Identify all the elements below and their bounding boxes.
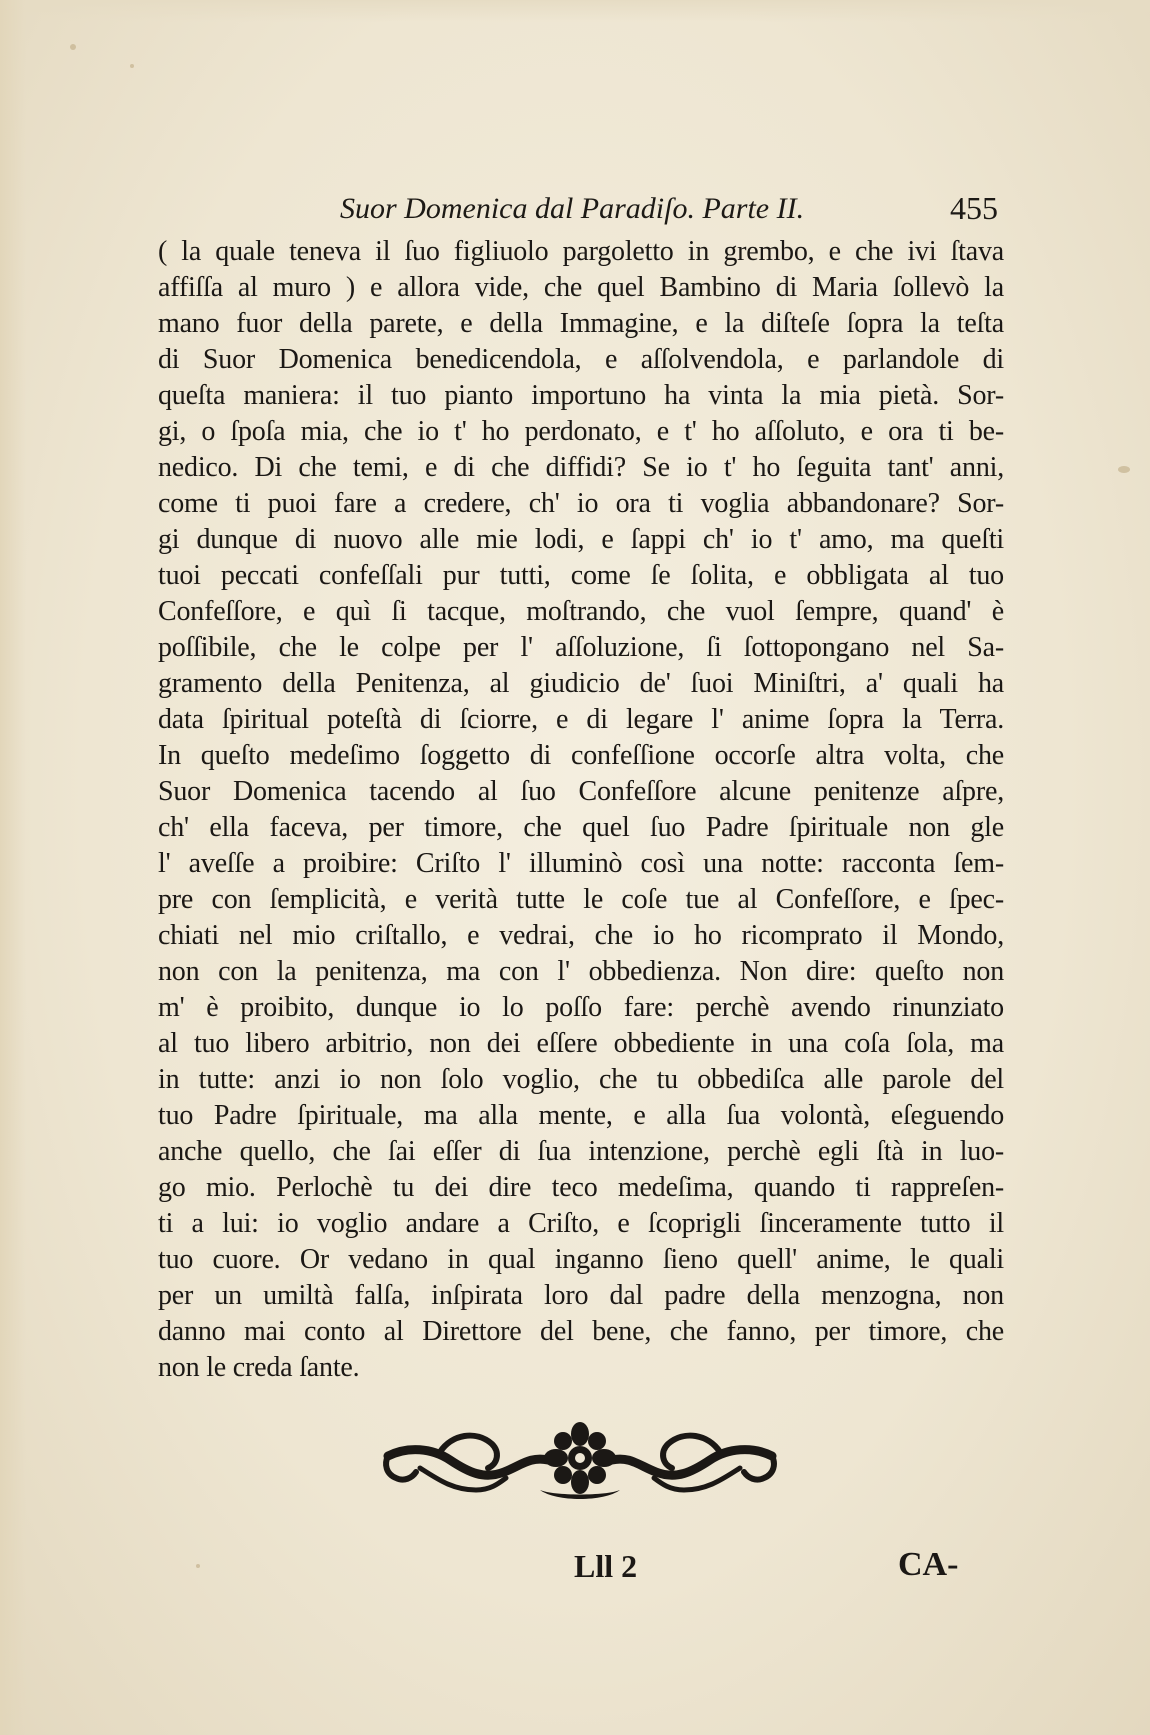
- text-line: in tutte: anzi io non ſolo voglio, che tu obbediſca alle parole del: [158, 1064, 1004, 1095]
- text-line: al tuo libero arbitrio, non dei eſſere obbediente in una coſa ſola, ma: [158, 1028, 1004, 1059]
- text-line: gramento della Penitenza, al giudicio de' ſuoi Miniſtri, a' quali ha: [158, 668, 1004, 699]
- catchword: CA-: [898, 1546, 959, 1583]
- text-line: gi dunque di nuovo alle mie lodi, e ſappi ch' io t' amo, ma queſti: [158, 524, 1004, 555]
- floral-ribbon-ornament-icon: [380, 1420, 780, 1510]
- text-line: mano fuor della parete, e della Immagine, e la diſteſe ſopra la teſta: [158, 308, 1004, 339]
- text-line: Confeſſore, e quì ſi tacque, moſtrando, che vuol ſempre, quand' è: [158, 596, 1004, 627]
- text-line: di Suor Domenica benedicendola, e aſſolvendola, e parlandole di: [158, 344, 1004, 375]
- text-line: ( la quale teneva il ſuo figliuolo pargoletto in grembo, e che ivi ſtava: [158, 236, 1004, 267]
- paper-speck: [1118, 466, 1130, 473]
- text-line: poſſibile, che le colpe per l' aſſoluzione, ſi ſottopongano nel Sa-: [158, 632, 1004, 663]
- text-line: ch' ella faceva, per timore, che quel ſuo Padre ſpirituale non gle: [158, 812, 1004, 843]
- text-line: come ti puoi fare a credere, ch' io ora ti voglia abbandonare? Sor-: [158, 488, 1004, 519]
- running-title: Suor Domenica dal Paradiſo. Parte II.: [340, 192, 805, 225]
- text-line: tuo cuore. Or vedano in qual inganno ſieno quell' anime, le quali: [158, 1244, 1004, 1275]
- text-line: tuo Padre ſpirituale, ma alla mente, e alla ſua volontà, eſeguendo: [158, 1100, 1004, 1131]
- ornament-svg: [380, 1420, 780, 1510]
- text-line: danno mai conto al Direttore del bene, che fanno, per timore, che: [158, 1316, 1004, 1347]
- text-line: queſta maniera: il tuo pianto importuno ha vinta la mia pietà. Sor-: [158, 380, 1004, 411]
- paper-speck: [196, 1564, 200, 1568]
- paper-edge-left: [0, 0, 26, 1735]
- text-line: In queſto medeſimo ſoggetto di confeſſione occorſe altra volta, che: [158, 740, 1004, 771]
- text-line: pre con ſemplicità, e verità tutte le coſe tue al Confeſſore, e ſpec-: [158, 884, 1004, 915]
- text-line: m' è proibito, dunque io lo poſſo fare: perchè avendo rinunziato: [158, 992, 1004, 1023]
- text-line: go mio. Perlochè tu dei dire teco medeſima, quando ti rappreſen-: [158, 1172, 1004, 1203]
- paper-speck: [70, 44, 76, 50]
- text-line: nedico. Di che temi, e di che diffidi? Se io t' ho ſeguita tant' anni,: [158, 452, 1004, 483]
- text-line: ti a lui: io voglio andare a Criſto, e ſcoprigli ſinceramente tutto il: [158, 1208, 1004, 1239]
- paper-speck: [130, 64, 134, 68]
- body-text: [158, 234, 1004, 1386]
- page-number: 455: [950, 190, 998, 226]
- text-line: chiati nel mio criſtallo, e vedrai, che io ho ricomprato il Mondo,: [158, 920, 1004, 951]
- text-line: per un umiltà falſa, inſpirata loro dal padre della menzogna, non: [158, 1280, 1004, 1311]
- text-line: gi, o ſpoſa mia, che io t' ho perdonato, e t' ho aſſoluto, e ora ti be-: [158, 416, 1004, 447]
- text-line: non con la penitenza, ma con l' obbedienza. Non dire: queſto non: [158, 956, 1004, 987]
- text-line: l' aveſſe a proibire: Criſto l' illuminò così una notte: racconta ſem-: [158, 848, 1004, 879]
- text-line: non le creda ſante.: [158, 1352, 360, 1383]
- text-line: Suor Domenica tacendo al ſuo Confeſſore alcune penitenze aſpre,: [158, 776, 1004, 807]
- signature-mark: Lll 2: [574, 1548, 638, 1584]
- text-line: data ſpiritual poteſtà di ſciorre, e di legare l' anime ſopra la Terra.: [158, 704, 1004, 735]
- text-line: tuoi peccati confeſſali pur tutti, come ſe ſolita, e obbligata al tuo: [158, 560, 1004, 591]
- paper-edge-top: [0, 0, 1150, 22]
- text-line: anche quello, che ſai eſſer di ſua intenzione, perchè egli ſtà in luo-: [158, 1136, 1004, 1167]
- text-line: affiſſa al muro ) e allora vide, che quel Bambino di Maria ſollevò la: [158, 272, 1004, 303]
- running-header: [158, 188, 1004, 232]
